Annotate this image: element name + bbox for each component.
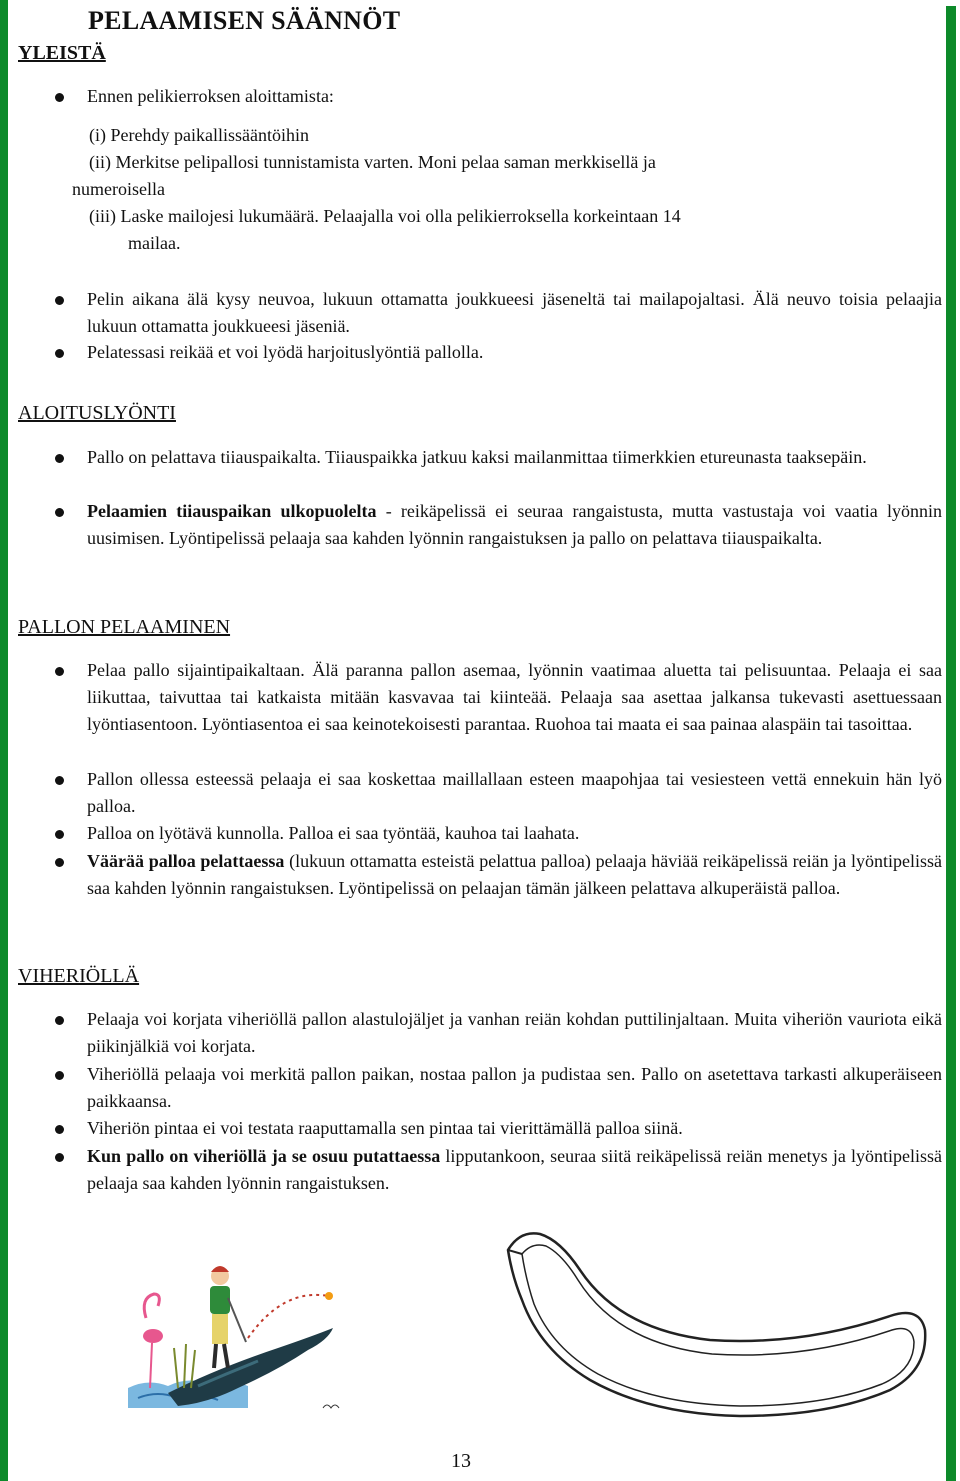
yleista-sub-3b: mailaa.: [128, 233, 181, 253]
aloitus-bullet-2-bold: Pelaamien tiiauspaikan ulkopuolelta: [87, 501, 377, 521]
bullet-icon: [55, 667, 64, 676]
bullet-icon: [55, 508, 64, 517]
yleista-bullet-2: Pelin aikana älä kysy neuvoa, lukuun ottamatta joukkueesi jäseneltä tai mailapojaltasi. Älä neuvo toisia pelaajia lukuun ottamatta joukkueesi jäseniä.: [87, 289, 942, 336]
page-border-left: [0, 0, 8, 1481]
yleista-intro: Ennen pelikierroksen aloittamista:: [87, 86, 334, 106]
yleista-bullet-3: Pelatessasi reikää et voi lyödä harjoituslyöntiä pallolla.: [87, 342, 484, 362]
bullet-icon: [55, 1016, 64, 1025]
page-number: 13: [451, 1450, 471, 1472]
viheriolla-bullet-1: Pelaaja voi korjata viheriöllä pallon alastulojäljet ja vanhan reiän kohdan puttilinjaltaan. Muita viheriön vauriota eikä piikinjälkiä voi korjata.: [87, 1009, 942, 1056]
bullet-icon: [55, 454, 64, 463]
pallon-bullet-4-rest: (lukuun ottamatta esteistä pelattua palloa) pelaaja häviää reikäpelissä reiän ja lyöntipelissä saa kahden lyönnin rangaistuksen. Lyöntipelissä on pelaajan tämän jälkeen pelattava alkuperäistä palloa.: [87, 851, 942, 898]
aloitus-bullet-2: [87, 498, 942, 552]
section-heading-yleista: YLEISTÄ: [18, 42, 106, 64]
viheriolla-bullet-4: [87, 1143, 942, 1197]
pallon-bullet-2: Pallon ollessa esteessä pelaaja ei saa koskettaa maillallaan esteen maapohjaa tai vesiesteen vettä ennekuin hän lyö palloa.: [87, 769, 942, 816]
aloitus-bullet-1: Pallo on pelattava tiiauspaikalta. Tiiauspaikka jatkuu kaksi mailanmittaa tiimerkkien etureunasta taaksepäin.: [87, 447, 867, 467]
page-border-right: [946, 6, 956, 1481]
bullet-icon: [55, 858, 64, 867]
yleista-sub-3: (iii) Laske mailojesi lukumäärä. Pelaajalla voi olla pelikierroksella korkeintaan 14: [89, 206, 681, 226]
viheriolla-bullet-4-bold: Kun pallo on viheriöllä ja se osuu putattaessa: [87, 1146, 441, 1166]
pallon-bullet-4: [87, 848, 942, 902]
golf-iron-club-head-outline-illustration: [500, 1220, 940, 1430]
page-title: PELAAMISEN SÄÄNNÖT: [88, 6, 401, 35]
bullet-icon: [55, 296, 64, 305]
viheriolla-bullet-2: Viheriöllä pelaaja voi merkitä pallon paikan, nostaa pallon ja pudistaa sen. Pallo on asetettava tarkasti alkuperäiseen paikkaansa.: [87, 1064, 942, 1111]
aloitus-bullet-2-rest: - reikäpelissä ei seuraa rangaistusta, mutta vastustaja voi vaatia lyönnin uusimisen. Lyöntipelissä pelaaja saa kahden lyönnin rangaistuksen ja pallo on pelattava tiiauspaikalta.: [87, 501, 942, 548]
section-heading-pallon-pelaaminen: PALLON PELAAMINEN: [18, 616, 231, 638]
viheriolla-bullet-3: Viheriön pintaa ei voi testata raaputtamalla sen pintaa tai vierittämällä palloa siinä.: [87, 1118, 683, 1138]
bullet-icon: [55, 830, 64, 839]
yleista-sub-2: (ii) Merkitse pelipallosi tunnistamista varten. Moni pelaa saman merkkisellä ja: [89, 152, 656, 172]
section-heading-aloituslyonti: ALOITUSLYÖNTI: [18, 402, 176, 424]
bullet-icon: [55, 1071, 64, 1080]
section-heading-viheriolla: VIHERIÖLLÄ: [18, 965, 140, 987]
yleista-sub-2b: numeroisella: [72, 179, 165, 199]
bullet-icon: [55, 1153, 64, 1162]
bullet-icon: [55, 93, 64, 102]
golfer-cartoon-illustration: [128, 1258, 358, 1428]
bullet-icon: [55, 776, 64, 785]
bullet-icon: [55, 1125, 64, 1134]
pallon-bullet-4-bold: Väärää palloa pelattaessa: [87, 851, 285, 871]
pallon-bullet-3: Palloa on lyötävä kunnolla. Palloa ei saa työntää, kauhoa tai laahata.: [87, 823, 580, 843]
bullet-icon: [55, 349, 64, 358]
yleista-sub-1: (i) Perehdy paikallissääntöihin: [89, 125, 309, 145]
pallon-bullet-1: Pelaa pallo sijaintipaikaltaan. Älä paranna pallon asemaa, lyönnin vaatimaa aluetta tai pelisuuntaa. Pelaaja ei saa liikuttaa, taivuttaa tai katkaista mitään kasvavaa tai kiinteää. Pelaaja saa asettaa jalkansa tukevasti asettuessaan lyöntiasentoon. Lyöntiasentoa ei saa keinotekoisesti parantaa. Ruohoa tai maata ei saa painaa alaspäin tai tasoittaa.: [87, 660, 942, 734]
viheriolla-bullet-4-rest: lipputankoon, seuraa siitä reikäpelissä reiän menetys ja lyöntipelissä pelaaja saa kahden lyönnin rangaistuksen.: [87, 1146, 942, 1193]
